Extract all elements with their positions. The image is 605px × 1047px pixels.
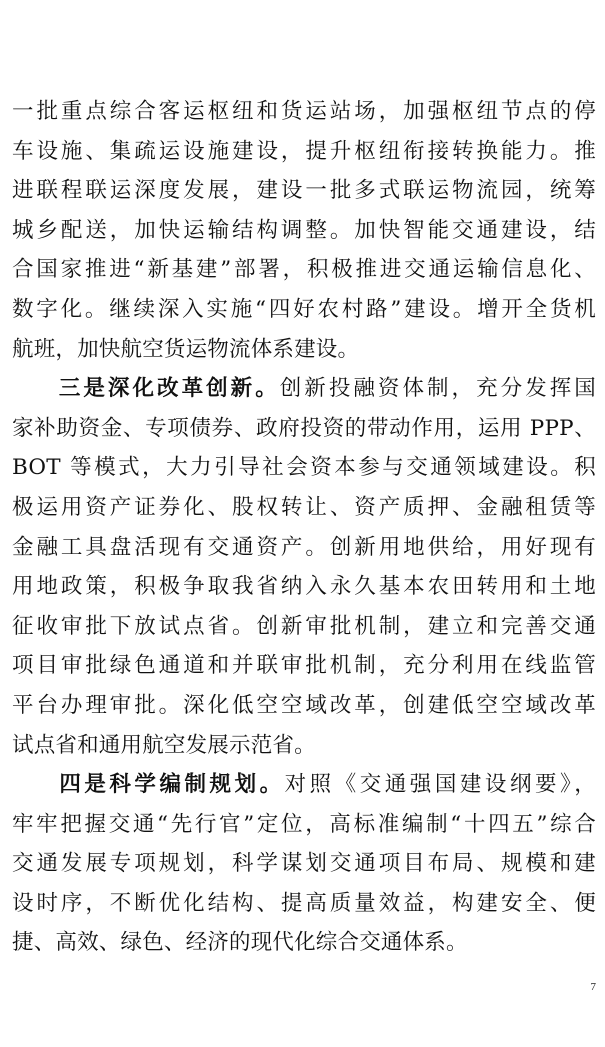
line-text: 设时序，不断优化结构、提高质量效益，构建安全、便 [12, 890, 596, 916]
text-line-5 [12, 250, 596, 290]
text-line-13 [12, 567, 596, 607]
line-text: 捷、高效、绿色、经济的现代化综合交通体系。 [12, 930, 468, 956]
paragraph-heading: 四是科学编制规划。 [56, 772, 285, 798]
line-text: 创新投融资体制，充分发挥国 [279, 376, 596, 402]
line-text: BOT 等模式，大力引导社会资本参与交通领域建设。积 [12, 455, 596, 481]
line-text: 合国家推进“新基建”部署，积极推进交通运输信息化、 [12, 257, 596, 283]
text-line-18 [12, 765, 596, 805]
text-line-15 [12, 646, 596, 686]
line-text: 牢牢把握交通“先行官”定位，高标准编制“十四五”综合 [12, 811, 596, 837]
text-line-7 [12, 330, 596, 370]
text-line-12 [12, 528, 596, 568]
text-line-22 [12, 923, 596, 963]
line-text: 一批重点综合客运枢纽和货运站场，加强枢纽节点的停 [12, 99, 596, 124]
line-text: 城乡配送，加快运输结构调整。加快智能交通建设，结 [12, 217, 596, 243]
line-text: 家补助资金、专项债券、政府投资的带动作用，运用 PPP、 [12, 415, 596, 441]
text-line-19 [12, 805, 596, 845]
paragraph-heading: 三是深化改革创新。 [56, 376, 280, 402]
text-line-11 [12, 488, 596, 528]
line-text: 极运用资产证券化、股权转让、资产质押、金融租赁等 [12, 494, 596, 520]
page-number: 7 [590, 981, 596, 993]
line-text: 金融工具盘活现有交通资产。创新用地供给，用好现有 [12, 534, 596, 560]
line-text: 车设施、集疏运设施建设，提升枢纽衔接转换能力。推 [12, 138, 596, 164]
text-line-21 [12, 884, 596, 924]
text-line-6 [12, 290, 596, 330]
body-text [12, 92, 596, 963]
line-text: 数字化。继续深入实施“四好农村路”建设。增开全货机 [12, 296, 596, 322]
line-text: 航班，加快航空货运物流体系建设。 [12, 336, 360, 362]
text-line-4 [12, 211, 596, 251]
line-text: 平台办理审批。深化低空空域改革，创建低空空域改革 [12, 692, 596, 718]
text-line-9 [12, 409, 596, 449]
line-text: 对照《交通强国建设纲要》， [284, 772, 596, 798]
text-line-17 [12, 726, 596, 766]
text-line-20 [12, 844, 596, 884]
text-line-16 [12, 686, 596, 726]
line-text: 征收审批下放试点省。创新审批机制，建立和完善交通 [12, 613, 596, 639]
text-line-2 [12, 132, 596, 172]
text-line-10 [12, 448, 596, 488]
line-text: 进联程联运深度发展，建设一批多式联运物流园，统筹 [12, 178, 596, 204]
text-line-14 [12, 607, 596, 647]
line-text: 用地政策，积极争取我省纳入永久基本农田转用和土地 [12, 574, 596, 600]
text-line-1 [12, 92, 596, 132]
text-line-8 [12, 369, 596, 409]
line-text: 交通发展专项规划，科学谋划交通项目布局、规模和建 [12, 851, 596, 877]
line-text: 试点省和通用航空发展示范省。 [12, 732, 316, 758]
line-text: 项目审批绿色通道和并联审批机制，充分利用在线监管 [12, 653, 596, 679]
text-line-3 [12, 171, 596, 211]
